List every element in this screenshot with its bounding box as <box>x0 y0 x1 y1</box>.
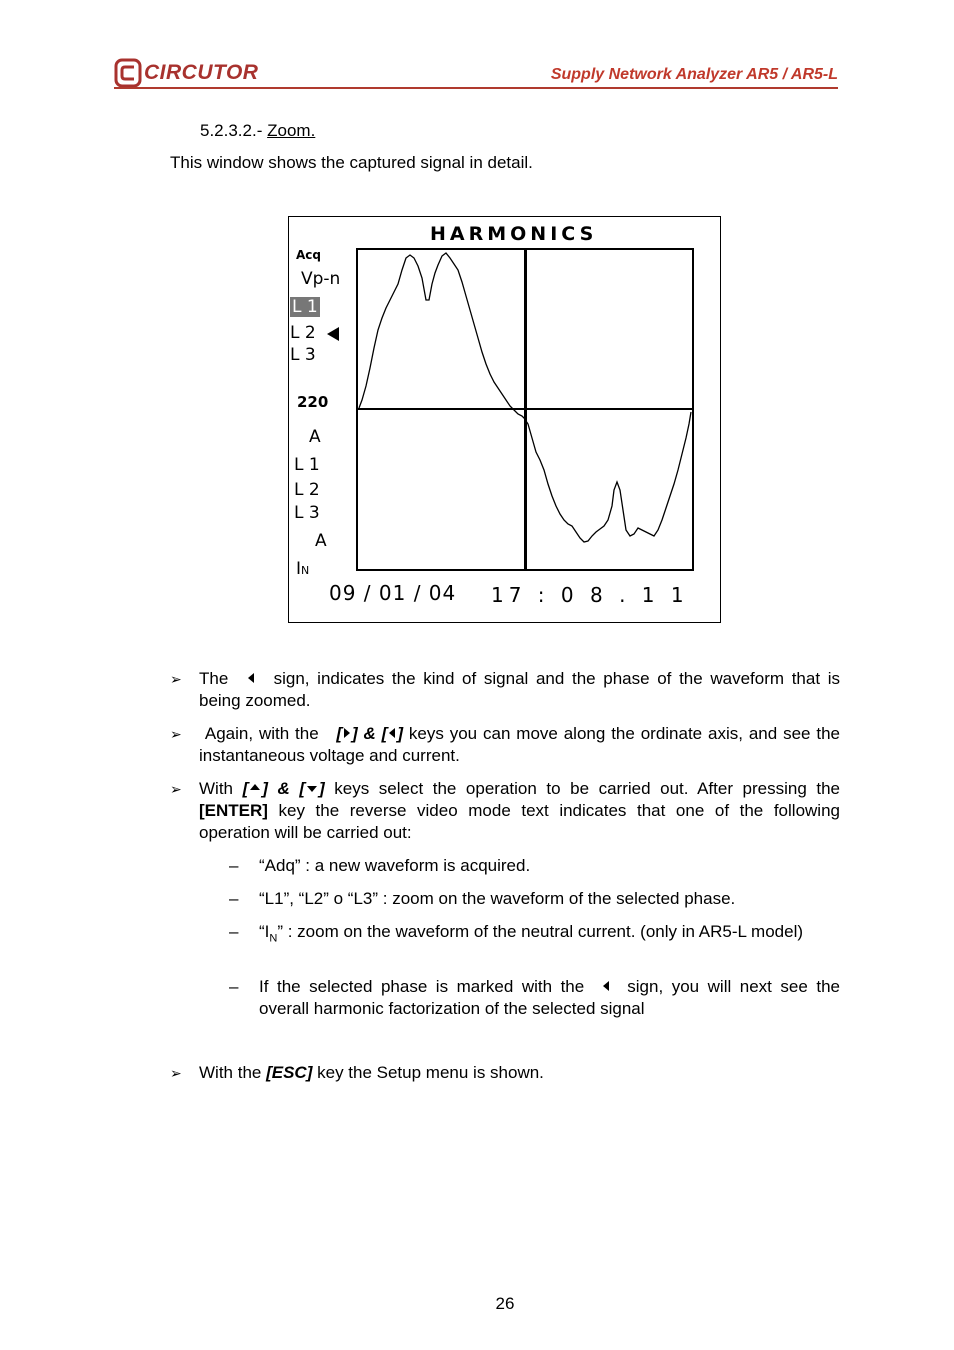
screen-label-l3: L 3 <box>290 345 316 365</box>
section-title: Zoom. <box>267 121 316 140</box>
intro-paragraph: This window shows the captured signal in detail. <box>170 153 533 172</box>
triangle-left-icon <box>389 728 395 738</box>
triangle-up-icon <box>250 784 260 790</box>
bullet-item-up-down-keys: ➢ With [ ] & [ ] keys select the operation to be carried out. After pressing the [ENTER] key the reverse video mode text indicates that one of the following operation will be carried out: <box>170 779 841 842</box>
screen-label-l1-current: L 1 <box>294 455 320 475</box>
esc-key: [ESC] <box>266 1063 313 1082</box>
page-number: 26 <box>495 1294 515 1313</box>
screen-time: 17 : 0 8 . 1 1 <box>491 583 689 607</box>
triangle-down-icon <box>307 786 317 792</box>
screen-label-l3-current: L 3 <box>294 503 320 523</box>
screen-label-a-bottom: A <box>315 531 327 551</box>
circutor-logo-icon <box>114 58 144 88</box>
screen-label-vpn: Vp-n <box>301 269 341 289</box>
triangle-right-icon <box>344 728 350 738</box>
header-divider <box>114 87 838 89</box>
section-number: 5.2.3.2.- <box>200 121 268 140</box>
analyzer-screen-figure <box>288 216 721 623</box>
screen-label-l2-current: L 2 <box>294 480 320 500</box>
document-header-title: Supply Network Analyzer AR5 / AR5-L <box>550 66 838 83</box>
screen-label-l2: L 2 <box>290 323 316 343</box>
triangle-left-icon <box>603 981 609 991</box>
triangle-left-icon <box>248 673 254 683</box>
bullet-item-esc-key: ➢ With the [ESC] key the Setup menu is shown. <box>170 1063 544 1082</box>
dash-item-neutral: – “$I_N$” : zoom on the waveform of the neutral current. (only in AR5-L model) <box>229 922 804 945</box>
dash-item-harmonic: – If the selected phase is marked with the sign, you will next see the overall harmonic factorization of the selected signal <box>229 977 840 1018</box>
screen-title: HARMONICS <box>430 223 598 245</box>
bullet-item-marker-sign: ➢ The sign, indicates the kind of signal and the phase of the waveform that is being zoomed. <box>170 669 840 710</box>
screen-date: 09 / 01 / 04 <box>329 581 457 605</box>
enter-key: [ENTER] <box>199 801 268 820</box>
up-down-keys: [ ] & [ ] <box>242 779 325 798</box>
bullet-arrow-icon: ➢ <box>170 671 182 687</box>
screen-label-l1-selected: L 1 <box>292 297 318 317</box>
dash-item-adq: – “Adq” : a new waveform is acquired. <box>229 856 531 875</box>
bullet-item-left-right-keys: ➢ Again, with the [ ] & [ ] keys you can move along the ordinate axis, and see the instantaneous voltage and current. <box>170 724 840 765</box>
dash-item-phase-zoom: – “L1”, “L2” o “L3” : zoom on the waveform of the selected phase. <box>229 889 736 908</box>
screen-label-acq: Acq <box>296 248 321 262</box>
screen-label-a-top: A <box>309 427 321 447</box>
screen-label-neutral: IN <box>296 559 310 579</box>
bullet-arrow-icon: ➢ <box>170 781 182 797</box>
right-left-keys: [ ] & [ ] <box>336 724 404 743</box>
bullet-arrow-icon: ➢ <box>170 726 182 742</box>
triangle-left-icon <box>325 326 341 342</box>
circutor-logo <box>114 58 266 90</box>
section-heading <box>200 121 315 141</box>
waveform-trace <box>356 248 694 571</box>
logo-wordmark: CIRCUTOR <box>144 61 259 84</box>
bullet-arrow-icon: ➢ <box>170 1065 182 1081</box>
screen-label-scale: 220 <box>297 393 329 411</box>
